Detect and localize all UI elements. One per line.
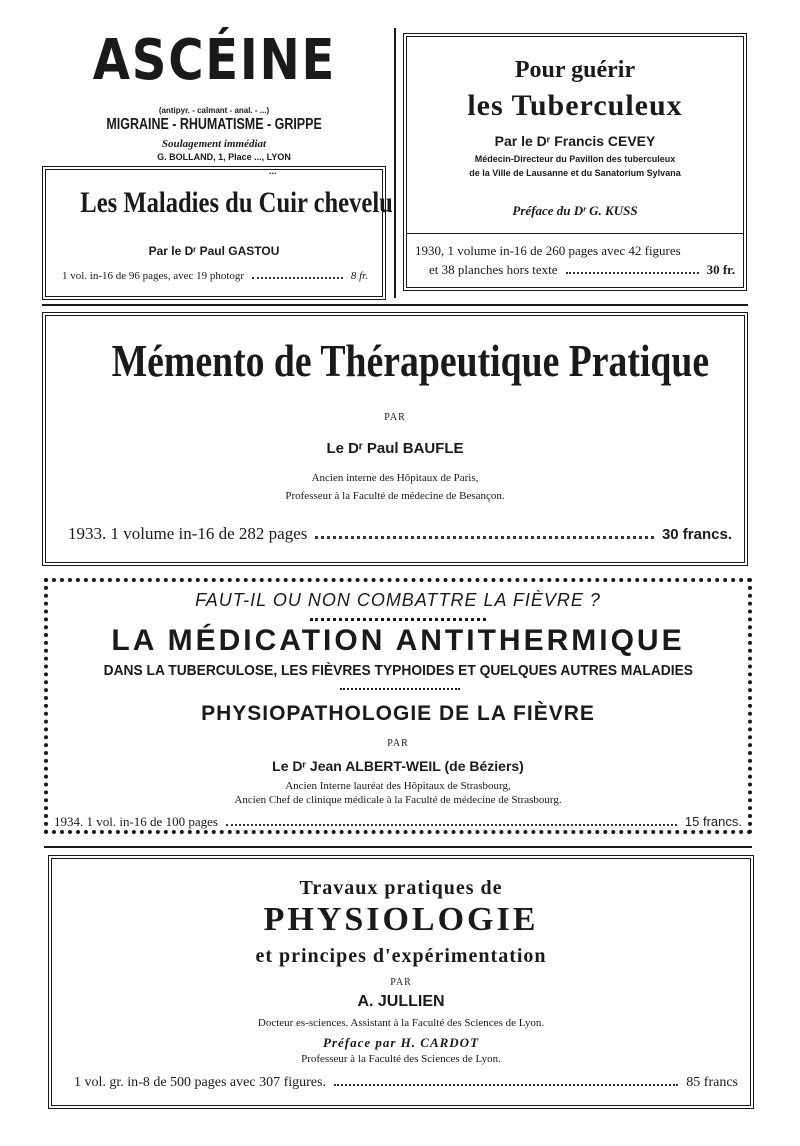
cuir-details-line [62, 270, 368, 284]
tuberculeux-details2: et 38 planches hors texte [429, 262, 558, 277]
tuberculeux-price: 30 fr. [706, 262, 735, 277]
asceine-indications: MIGRAINE - RHUMATISME - GRIPPE [106, 116, 322, 133]
asceine-relief: Soulagement immédiat [161, 138, 267, 150]
tuberculeux-author: Par le Dʳ Francis CEVEY [494, 133, 656, 149]
cuir-author: Par le Dʳ Paul GASTOU [148, 244, 280, 258]
physiologie-details-line [74, 1075, 738, 1091]
physiologie-details: 1 vol. gr. in-8 de 500 pages avec 307 figures. [74, 1075, 326, 1090]
medication-dots-1 [310, 618, 486, 621]
tuberculeux-details2-line [429, 262, 735, 279]
medication-title: LA MÉDICATION ANTITHERMIQUE [111, 624, 685, 657]
medication-question: FAUT-IL OU NON COMBATTRE LA FIÈVRE ? [195, 590, 601, 610]
cuir-title: Les Maladies du Cuir chevelu [80, 186, 393, 219]
memento-author: Le Dʳ Paul BAUFLE [326, 440, 464, 457]
medication-role1: Ancien Interne lauréat des Hôpitaux de Strasbourg, [285, 780, 511, 792]
medication-details-line [54, 814, 742, 831]
tuberculeux-preface: Préface du Dʳ G. KUSS [512, 203, 638, 218]
medication-subtitle: DANS LA TUBERCULOSE, LES FIÈVRES TYPHOIDES ET QUELQUES AUTRES MALADIES [103, 662, 693, 679]
memento-details-line [68, 524, 732, 544]
tuberculeux-role1: Médecin-Directeur du Pavillon des tuberculeux [474, 154, 676, 164]
medication-title2: PHYSIOPATHOLOGIE DE LA FIÈVRE [201, 702, 595, 725]
physiologie-role: Docteur es-sciences. Assistant à la Faculté des Sciences de Lyon. [257, 1017, 545, 1029]
tuberculeux-leader [566, 272, 699, 274]
asceine-city: ... [269, 166, 277, 176]
tuberculeux-line1: Pour guérir [514, 57, 636, 83]
cuir-chevelu-ad [42, 166, 393, 300]
memento-ad [42, 312, 748, 566]
medication-details: 1934. 1 vol. in-16 de 100 pages [54, 814, 218, 829]
column-divider [394, 28, 396, 298]
physiologie-preface-role: Professeur à la Faculté des Sciences de Lyon. [301, 1053, 501, 1065]
medication-ad [44, 578, 752, 834]
cuir-price: 8 fr. [350, 270, 368, 282]
medication-dots-2 [340, 688, 460, 690]
tuberculeux-line2: les Tuberculeux [467, 89, 683, 122]
medication-price: 15 francs. [684, 814, 742, 829]
physiologie-par: PAR [390, 977, 412, 988]
tuberculeux-rule [407, 233, 743, 234]
cuir-leader [252, 277, 343, 279]
physiologie-line2: PHYSIOLOGIE [263, 901, 539, 938]
memento-title: Mémento de Thérapeutique Pratique [111, 335, 710, 386]
medication-par: PAR [387, 738, 409, 749]
tuberculeux-ad [403, 33, 747, 291]
physiologie-author: A. JULLIEN [357, 993, 445, 1010]
memento-role2: Professeur à la Faculté de médecine de Besançon. [285, 490, 505, 502]
physiologie-leader [334, 1084, 678, 1086]
physiologie-line3: et principes d'expérimentation [255, 945, 547, 967]
physiologie-price: 85 francs [686, 1075, 738, 1090]
medication-leader [226, 824, 677, 826]
asceine-ad [44, 20, 384, 176]
memento-details: 1933. 1 volume in-16 de 282 pages [68, 524, 308, 543]
memento-par: PAR [384, 412, 406, 423]
cuir-details: 1 vol. in-16 de 96 pages, avec 19 photogr [62, 270, 245, 282]
tuberculeux-details1: 1930, 1 volume in-16 de 260 pages avec 42 figures [415, 243, 681, 258]
memento-leader [315, 536, 654, 539]
separator-2 [44, 846, 752, 848]
asceine-brand: ASCÉINE [92, 28, 336, 93]
memento-price: 30 francs. [661, 526, 732, 543]
medication-role2: Ancien Chef de clinique médicale à la Faculté de médecine de Strasbourg. [234, 794, 562, 806]
memento-role1: Ancien interne des Hôpitaux de Paris, [311, 472, 479, 484]
asceine-address: G. BOLLAND, 1, Place ..., LYON [157, 152, 291, 162]
medication-author: Le Dʳ Jean ALBERT-WEIL (de Béziers) [272, 758, 524, 774]
physiologie-ad [48, 855, 754, 1109]
tuberculeux-role2: de la Ville de Lausanne et du Sanatorium Sylvana [469, 168, 681, 178]
physiologie-line1: Travaux pratiques de [299, 877, 503, 899]
physiologie-preface: Préface par H. CARDOT [322, 1035, 480, 1050]
separator-1 [42, 304, 748, 306]
asceine-subtitle: (antipyr. - calmant - anal. - ...) [158, 106, 270, 115]
